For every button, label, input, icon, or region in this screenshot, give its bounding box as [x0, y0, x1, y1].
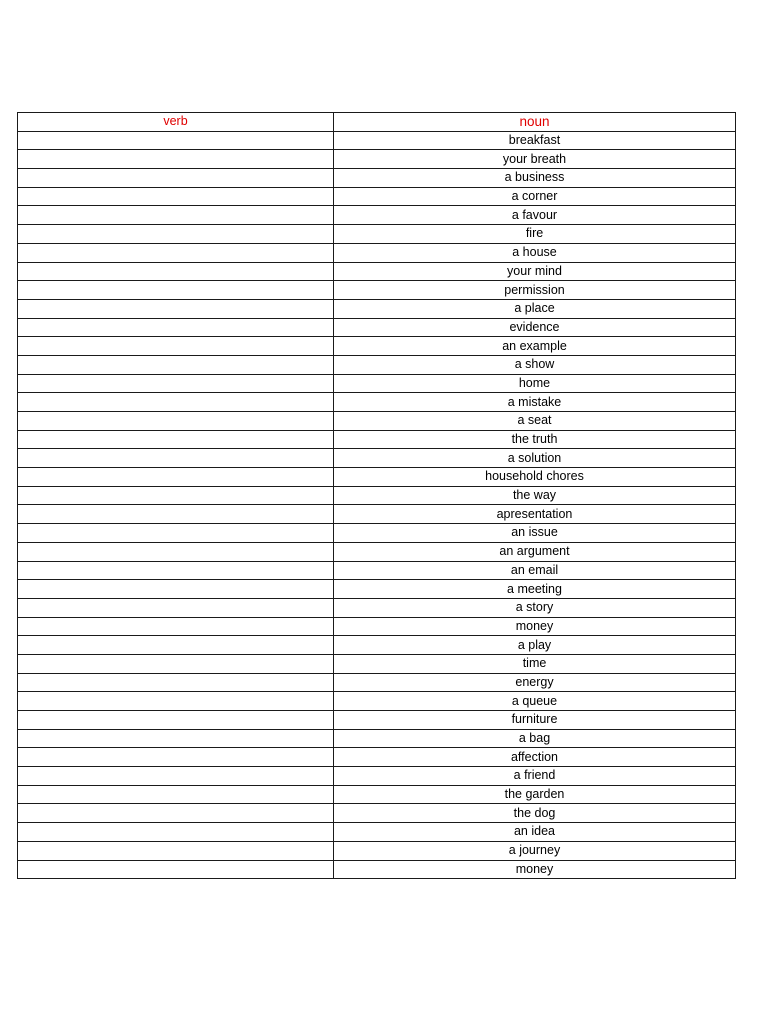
table-row	[18, 206, 736, 225]
noun-cell: a house	[334, 243, 736, 262]
table-body	[18, 131, 736, 879]
verb-cell[interactable]	[18, 449, 334, 468]
noun-cell: an issue	[334, 524, 736, 543]
verb-cell[interactable]	[18, 206, 334, 225]
table-row	[18, 711, 736, 730]
table-row	[18, 299, 736, 318]
table-row	[18, 187, 736, 206]
noun-cell: permission	[334, 281, 736, 300]
verb-cell[interactable]	[18, 729, 334, 748]
table-row	[18, 355, 736, 374]
noun-cell: an argument	[334, 542, 736, 561]
verb-cell[interactable]	[18, 748, 334, 767]
noun-cell: household chores	[334, 468, 736, 487]
verb-cell[interactable]	[18, 542, 334, 561]
noun-cell: evidence	[334, 318, 736, 337]
table-row	[18, 729, 736, 748]
table-row	[18, 654, 736, 673]
table-row	[18, 430, 736, 449]
noun-column-header: noun	[334, 113, 736, 132]
noun-cell: an email	[334, 561, 736, 580]
noun-cell: your mind	[334, 262, 736, 281]
table-row	[18, 617, 736, 636]
verb-cell[interactable]	[18, 281, 334, 300]
table-row	[18, 449, 736, 468]
noun-cell: furniture	[334, 711, 736, 730]
noun-cell: a show	[334, 355, 736, 374]
noun-cell: a bag	[334, 729, 736, 748]
table-row	[18, 468, 736, 487]
verb-cell[interactable]	[18, 804, 334, 823]
verb-cell[interactable]	[18, 468, 334, 487]
noun-cell: a journey	[334, 841, 736, 860]
noun-cell: your breath	[334, 150, 736, 169]
verb-cell[interactable]	[18, 654, 334, 673]
table-row	[18, 542, 736, 561]
verb-cell[interactable]	[18, 692, 334, 711]
verb-cell[interactable]	[18, 299, 334, 318]
table-row	[18, 598, 736, 617]
verb-cell[interactable]	[18, 337, 334, 356]
verb-cell[interactable]	[18, 150, 334, 169]
verb-cell[interactable]	[18, 355, 334, 374]
table-row	[18, 412, 736, 431]
table-row	[18, 692, 736, 711]
noun-cell: a corner	[334, 187, 736, 206]
table-header-row	[18, 113, 736, 132]
noun-cell: a business	[334, 169, 736, 188]
verb-cell[interactable]	[18, 860, 334, 879]
table-row	[18, 785, 736, 804]
noun-cell: the garden	[334, 785, 736, 804]
table-row	[18, 505, 736, 524]
verb-cell[interactable]	[18, 169, 334, 188]
noun-cell: a play	[334, 636, 736, 655]
noun-cell: energy	[334, 673, 736, 692]
table-row	[18, 374, 736, 393]
table-row	[18, 841, 736, 860]
noun-cell: a meeting	[334, 580, 736, 599]
noun-cell: a place	[334, 299, 736, 318]
noun-cell: a seat	[334, 412, 736, 431]
verb-cell[interactable]	[18, 673, 334, 692]
verb-cell[interactable]	[18, 412, 334, 431]
table-row	[18, 804, 736, 823]
table-row	[18, 767, 736, 786]
verb-cell[interactable]	[18, 617, 334, 636]
verb-cell[interactable]	[18, 393, 334, 412]
noun-cell: a solution	[334, 449, 736, 468]
table-row	[18, 243, 736, 262]
verb-cell[interactable]	[18, 524, 334, 543]
verb-cell[interactable]	[18, 711, 334, 730]
table-row	[18, 486, 736, 505]
verb-cell[interactable]	[18, 187, 334, 206]
verb-cell[interactable]	[18, 374, 334, 393]
noun-cell: a favour	[334, 206, 736, 225]
table-row	[18, 636, 736, 655]
noun-cell: an idea	[334, 823, 736, 842]
table-row	[18, 262, 736, 281]
verb-cell[interactable]	[18, 785, 334, 804]
table-row	[18, 169, 736, 188]
table-row	[18, 860, 736, 879]
verb-cell[interactable]	[18, 318, 334, 337]
table-row	[18, 131, 736, 150]
noun-cell: the dog	[334, 804, 736, 823]
noun-cell: a queue	[334, 692, 736, 711]
verb-cell[interactable]	[18, 598, 334, 617]
verb-column-header: verb	[18, 113, 334, 132]
table-row	[18, 748, 736, 767]
noun-cell: an example	[334, 337, 736, 356]
verb-cell[interactable]	[18, 430, 334, 449]
noun-cell: time	[334, 654, 736, 673]
noun-cell: a friend	[334, 767, 736, 786]
verb-cell[interactable]	[18, 243, 334, 262]
verb-cell[interactable]	[18, 580, 334, 599]
verb-cell[interactable]	[18, 561, 334, 580]
table-row	[18, 318, 736, 337]
table-row	[18, 281, 736, 300]
noun-cell: fire	[334, 225, 736, 244]
table-row	[18, 150, 736, 169]
table-row	[18, 524, 736, 543]
table-row	[18, 393, 736, 412]
noun-cell: apresentation	[334, 505, 736, 524]
table-row	[18, 225, 736, 244]
verb-cell[interactable]	[18, 767, 334, 786]
noun-cell: a story	[334, 598, 736, 617]
collocation-table	[17, 112, 736, 879]
verb-cell[interactable]	[18, 486, 334, 505]
table-row	[18, 580, 736, 599]
verb-cell[interactable]	[18, 636, 334, 655]
table-row	[18, 823, 736, 842]
verb-cell[interactable]	[18, 823, 334, 842]
table-row	[18, 337, 736, 356]
verb-cell[interactable]	[18, 505, 334, 524]
verb-cell[interactable]	[18, 841, 334, 860]
verb-cell[interactable]	[18, 131, 334, 150]
noun-cell: breakfast	[334, 131, 736, 150]
noun-cell: money	[334, 860, 736, 879]
verb-cell[interactable]	[18, 262, 334, 281]
table-row	[18, 561, 736, 580]
noun-cell: a mistake	[334, 393, 736, 412]
verb-cell[interactable]	[18, 225, 334, 244]
noun-cell: home	[334, 374, 736, 393]
noun-cell: the way	[334, 486, 736, 505]
noun-cell: money	[334, 617, 736, 636]
noun-cell: the truth	[334, 430, 736, 449]
table-row	[18, 673, 736, 692]
noun-cell: affection	[334, 748, 736, 767]
